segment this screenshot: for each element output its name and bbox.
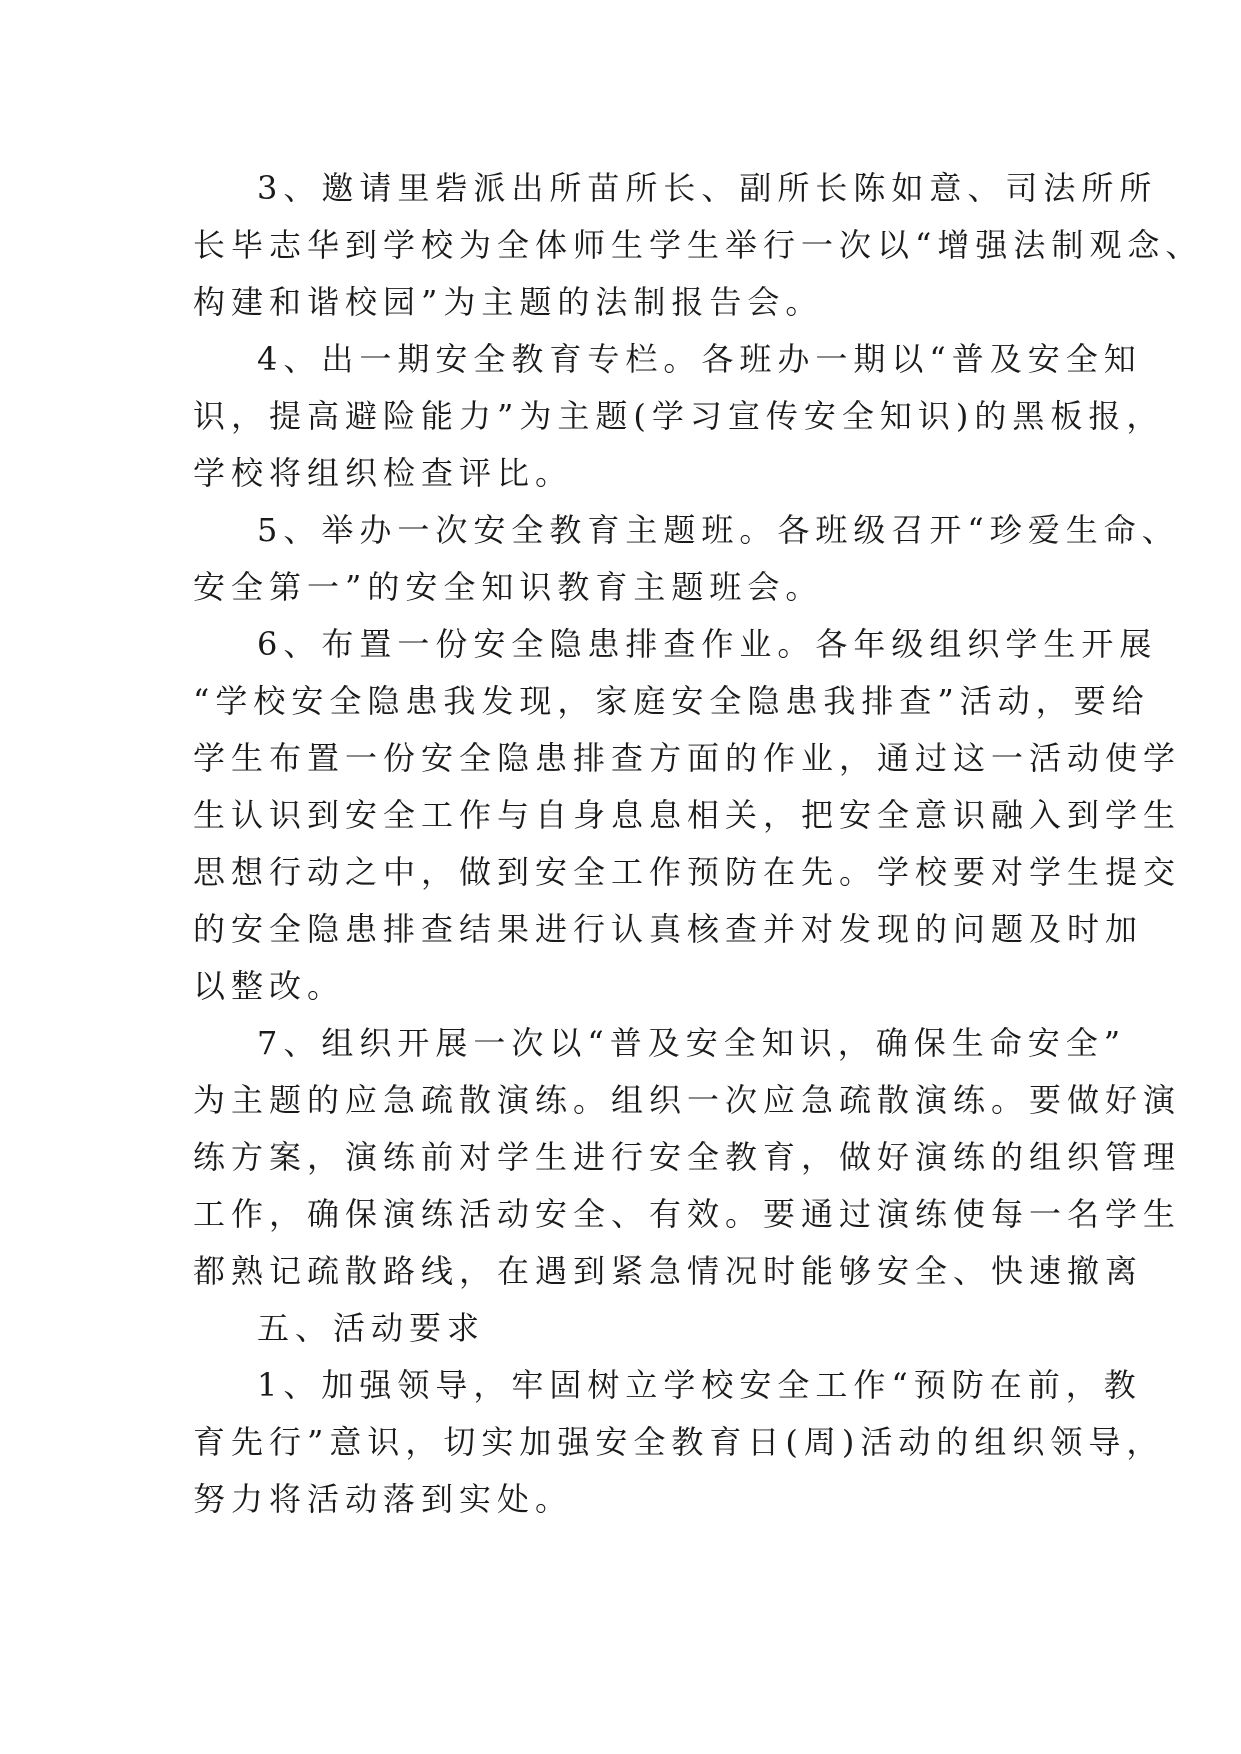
paragraph-7-line-5: 都熟记疏散路线，在遇到紧急情况时能够安全、快速撤离	[193, 1252, 1144, 1290]
paragraph-6-line-4: 生认识到安全工作与自身息息相关，把安全意识融入到学生	[193, 796, 1182, 834]
paragraph-6-line-3: 学生布置一份安全隐患排查方面的作业，通过这一活动使学	[193, 739, 1182, 777]
paragraph-3-line-2: 长毕志华到学校为全体师生学生举行一次以“增强法制观念、	[193, 226, 1204, 264]
paragraph-5-line-1: 5、举办一次安全教育主题班。各班级召开“珍爱生命、	[257, 511, 1180, 549]
paragraph-6-line-5: 思想行动之中，做到安全工作预防在先。学校要对学生提交	[193, 853, 1182, 891]
paragraph-4-line-1: 4、出一期安全教育专栏。各班办一期以“普及安全知	[257, 340, 1142, 378]
paragraph-6-line-6: 的安全隐患排查结果进行认真核查并对发现的问题及时加	[193, 910, 1144, 948]
requirement-1-line-1: 1、加强领导，牢固树立学校安全工作“预防在前，教	[257, 1366, 1142, 1404]
paragraph-4-line-2: 识，提高避险能力”为主题(学习宣传安全知识)的黑板报，	[193, 397, 1165, 435]
requirement-1-line-3: 努力将活动落到实处。	[193, 1480, 574, 1518]
requirement-1-line-2: 育先行”意识，切实加强安全教育日(周)活动的组织领导，	[193, 1423, 1165, 1461]
paragraph-6-line-2: “学校安全隐患我发现，家庭安全隐患我排查”活动，要给	[193, 682, 1150, 720]
paragraph-3-line-3: 构建和谐校园”为主题的法制报告会。	[193, 283, 824, 321]
section-heading-activity-requirements: 五、活动要求	[257, 1309, 486, 1347]
paragraph-7-line-4: 工作，确保演练活动安全、有效。要通过演练使每一名学生	[193, 1195, 1182, 1233]
paragraph-7-line-3: 练方案，演练前对学生进行安全教育，做好演练的组织管理	[193, 1138, 1182, 1176]
paragraph-4-line-3: 学校将组织检查评比。	[193, 454, 574, 492]
paragraph-5-line-2: 安全第一”的安全知识教育主题班会。	[193, 568, 824, 606]
paragraph-3-line-1: 3、邀请里砦派出所苗所长、副所长陈如意、司法所所	[257, 169, 1158, 207]
paragraph-6-line-1: 6、布置一份安全隐患排查作业。各年级组织学生开展	[257, 625, 1158, 663]
paragraph-7-line-1: 7、组织开展一次以“普及安全知识，确保生命安全”	[257, 1024, 1127, 1062]
paragraph-7-line-2: 为主题的应急疏散演练。组织一次应急疏散演练。要做好演	[193, 1081, 1182, 1119]
document-body	[193, 160, 1204, 1528]
paragraph-6-line-7: 以整改。	[193, 967, 346, 1005]
